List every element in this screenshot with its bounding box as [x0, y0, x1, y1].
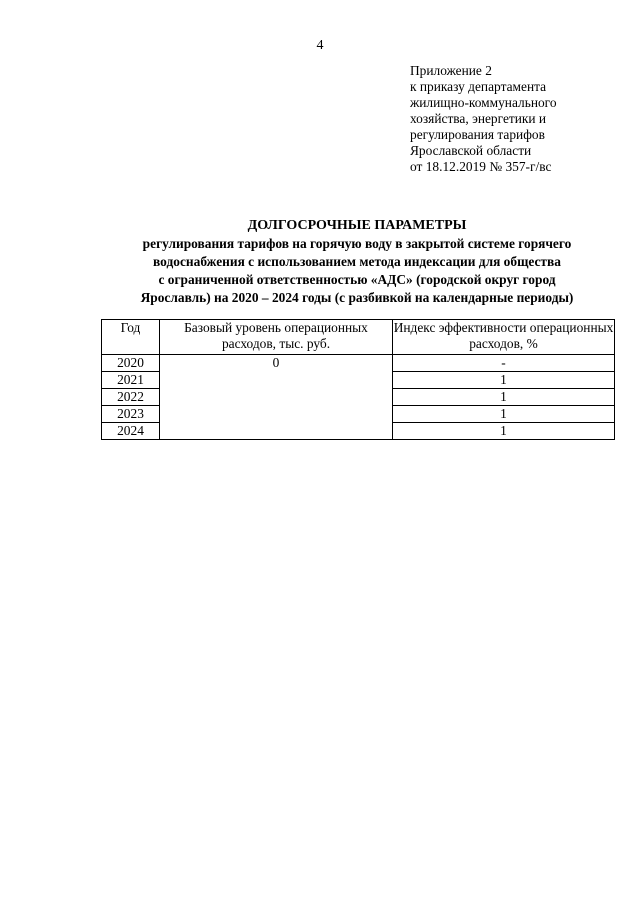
year-cell: 2020 — [102, 355, 160, 372]
year-cell: 2022 — [102, 389, 160, 406]
index-cell: 1 — [393, 372, 615, 389]
index-cell: 1 — [393, 406, 615, 423]
year-cell: 2024 — [102, 423, 160, 440]
appendix-line: к приказу департамента — [410, 79, 547, 94]
header-year: Год — [102, 320, 160, 355]
page-number: 4 — [316, 38, 324, 53]
main-title: ДОЛГОСРОЧНЫЕ ПАРАМЕТРЫ — [247, 218, 467, 233]
parameters-table — [101, 319, 615, 440]
title-line: водоснабжения с использованием метода индексации для общества — [153, 254, 561, 269]
appendix-line: Ярославской области — [410, 143, 532, 158]
appendix-reference — [410, 63, 557, 175]
title-line: с ограниченной ответственностью «АДС» (городской округ город — [158, 272, 556, 287]
appendix-line: Приложение 2 — [410, 63, 492, 78]
document-title — [92, 217, 622, 307]
appendix-line: жилищно-коммунального — [410, 95, 557, 110]
table-row — [102, 355, 615, 372]
appendix-line: хозяйства, энергетики и — [410, 111, 547, 126]
index-cell: - — [393, 355, 615, 372]
title-line: регулирования тарифов на горячую воду в закрытой системе горячего — [142, 236, 572, 251]
title-line: Ярославль) на 2020 – 2024 годы (с разбивкой на календарные периоды) — [140, 290, 574, 305]
year-cell: 2023 — [102, 406, 160, 423]
index-cell: 1 — [393, 389, 615, 406]
appendix-line: от 18.12.2019 № 357-г/вс — [410, 159, 552, 174]
index-cell: 1 — [393, 423, 615, 440]
table-header-row — [102, 320, 615, 355]
header-efficiency-index: Индекс эффективности операционных расходов, % — [393, 320, 615, 355]
appendix-line: регулирования тарифов — [410, 127, 545, 142]
base-level-cell: 0 — [160, 355, 393, 440]
year-cell: 2021 — [102, 372, 160, 389]
header-base-level: Базовый уровень операционных расходов, тыс. руб. — [160, 320, 393, 355]
